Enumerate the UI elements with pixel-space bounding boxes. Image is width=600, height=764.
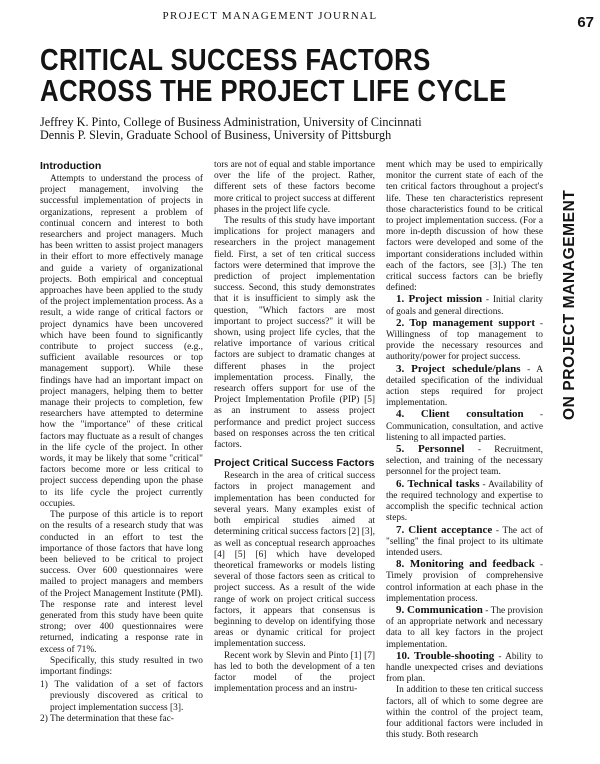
journal-name: PROJECT MANAGEMENT JOURNAL: [162, 10, 378, 22]
factor-definition: [386, 364, 543, 410]
factor-text: - Recruitment, selection, and training of the necessary personnel for the project team.: [386, 445, 543, 478]
factor-text: - Ability to handle unexpected crises and deviations from plan.: [386, 651, 543, 685]
factor-definition: [386, 318, 543, 364]
factor-name: 8. Monitoring and feedback: [396, 558, 535, 571]
factor-text: - The provision of an appropriate network and necessary data to all key factors in the project implementation.: [386, 605, 543, 650]
page-number: 67: [577, 14, 594, 31]
factor-definition: [386, 525, 543, 560]
factor-text: - A detailed specification of the individual action steps required for project implementation.: [386, 364, 543, 409]
paragraph: Research in the area of critical success factors in project management and implementation has been conducted for several years. Many examples exist of both empirical studies aimed at determining critical success factors [2] [3], as well as conceptual research approaches [4] [5] [6] which have developed theoretical frameworks or models listing several of those factors seen as critical to project success. As a result of the wide range of work on project critical success factors, it appears that consensus is beginning to develop on identifying those areas or dynamic critical for project implementation success.: [214, 471, 375, 650]
paragraph: Attempts to understand the process of project management, involving the successful implementation of projects in organizations, represent a problem of continual concern and interest to both researchers and project managers. Much has been written to assist project managers in their effort to more effectively manage and guide a variety of organizational projects. Both empirical and conceptual approaches have been applied to the study of the project implementation process. As a result, a wide range of critical factors or project dynamics have been uncovered which have been found to significantly contribute to project success (e.g., sufficient available resources or top management support). While these findings have had an important impact on project managers, helping them to better manage their projects to completion, few researchers have attempted to determine how the "importance" of these critical factors may fluctuate as a result of changes in the life cycle of the project. In other words, it may be likely that some "critical" factors become more or less critical to project success depending upon the phase to its life cycle the project currently occupies.: [40, 174, 203, 509]
side-banner: ON PROJECT MANAGEMENT: [561, 189, 578, 420]
factor-text: - Timely provision of comprehensive control information at each phase in the implementation process.: [386, 560, 543, 604]
factor-definition: [386, 409, 543, 444]
list-number: 1): [40, 680, 48, 691]
title-line-2: ACROSS THE PROJECT LIFE CYCLE: [40, 73, 507, 108]
factor-text: - The act of "selling" the final project to its ultimate intended users.: [386, 525, 544, 558]
title-line-1: CRITICAL SUCCESS FACTORS: [40, 42, 431, 77]
paragraph: Specifically, this study resulted in two important findings:: [40, 655, 203, 677]
findings-list: [40, 680, 203, 725]
author-list: [40, 116, 422, 142]
column-1: [40, 160, 203, 725]
factor-definition: [386, 294, 543, 317]
paragraph: The results of this study have important implications for project managers and researchers in the project management field. First, a set of ten critical success factors were determined that improve the prediction of project implementation success. Second, this study demonstrates that it is insufficient to simply ask the question, "Which factors are most important to project success?" it will be shown, using project life cycles, that the relative importance of various critical factors are subject to dramatic changes at different phases in the project implementation process. Finally, the research offers support for use of the Project Implementation Profile (PIP) [5] as an instrument to assess project performance and predict project success based on responses across the ten critical factors.: [214, 216, 375, 451]
factor-definition: [386, 605, 543, 651]
section-heading-critical-success-factors: Project Critical Success Factors: [214, 457, 375, 470]
factor-name: 5. Personnel: [396, 443, 465, 456]
factor-name: 7. Client acceptance: [396, 523, 493, 536]
author-1: Jeffrey K. Pinto, College of Business Administration, University of Cincinnati: [40, 115, 422, 129]
section-heading-introduction: Introduction: [40, 160, 102, 172]
paragraph: tors are not of equal and stable importance over the life of the project. Rather, different sets of these factors become more critical to project success at different phases in the project life cycle.: [214, 160, 375, 215]
factor-name: 6. Technical tasks: [396, 477, 480, 490]
paragraph: In addition to these ten critical success factors, all of which to some degree are within the control of the project team, four additional factors were included in this study. Both research: [386, 685, 543, 741]
factor-name: 2. Top management support: [396, 316, 535, 329]
column-3: [386, 160, 543, 741]
article-title: [40, 44, 507, 106]
column-2: [214, 160, 375, 695]
list-number: 2): [40, 713, 48, 724]
list-item: [40, 680, 203, 714]
author-2: Dennis P. Slevin, Graduate School of Business, University of Pittsburgh: [40, 128, 392, 142]
paragraph: ment which may be used to empirically monitor the current state of each of the ten critical factors throughout a project's life. These ten characteristics represent those characteristics found to be critical to project implementation success. (For a more in-depth discussion of how these factors were developed and some of the important considerations included within each of the factors, see [3].) The ten critical success factors can be briefly defined:: [386, 160, 543, 294]
factor-definition: [386, 444, 543, 479]
factor-text: - Availability of the required technology and expertise to accomplish the specific technical action steps.: [386, 479, 543, 524]
list-text: The validation of a set of factors previously discovered as critical to project implementation success [3].: [50, 680, 203, 713]
factor-definition: [386, 651, 543, 686]
factor-text: - Communication, consultation, and active listening to all impacted parties.: [386, 410, 543, 443]
factor-text: - Initial clarity of goals and general directions.: [386, 295, 543, 317]
factor-name: 9. Communication: [396, 603, 483, 616]
factor-name: 3. Project schedule/plans: [396, 362, 521, 375]
list-item: [40, 714, 203, 725]
paragraph: The purpose of this article is to report on the results of a research study that was conducted in an effort to test the importance of those factors that have long been believed to be critical to project success. Over 600 questionnaires were mailed to project managers and members of the Project Management Institute (PMI). The response rate and interest level generated from this study have been quite strong; over 400 questionnaires were returned, indicating a response rate in excess of 71%.: [40, 510, 203, 655]
paragraph: Recent work by Slevin and Pinto [1] [7] has led to both the development of a ten factor model of the project implementation process and an instru-: [214, 650, 375, 695]
list-text: The determination that these fac-: [50, 713, 174, 724]
factor-name: 4. Client consultation: [396, 408, 524, 421]
factor-text: - Willingness of top management to provide the necessary resources and authority/power for project success.: [386, 318, 543, 363]
factor-definition: [386, 559, 543, 605]
factor-name: 1. Project mission: [396, 293, 483, 306]
factor-definition: [386, 479, 543, 525]
factor-name: 10. Trouble-shooting: [396, 649, 495, 662]
